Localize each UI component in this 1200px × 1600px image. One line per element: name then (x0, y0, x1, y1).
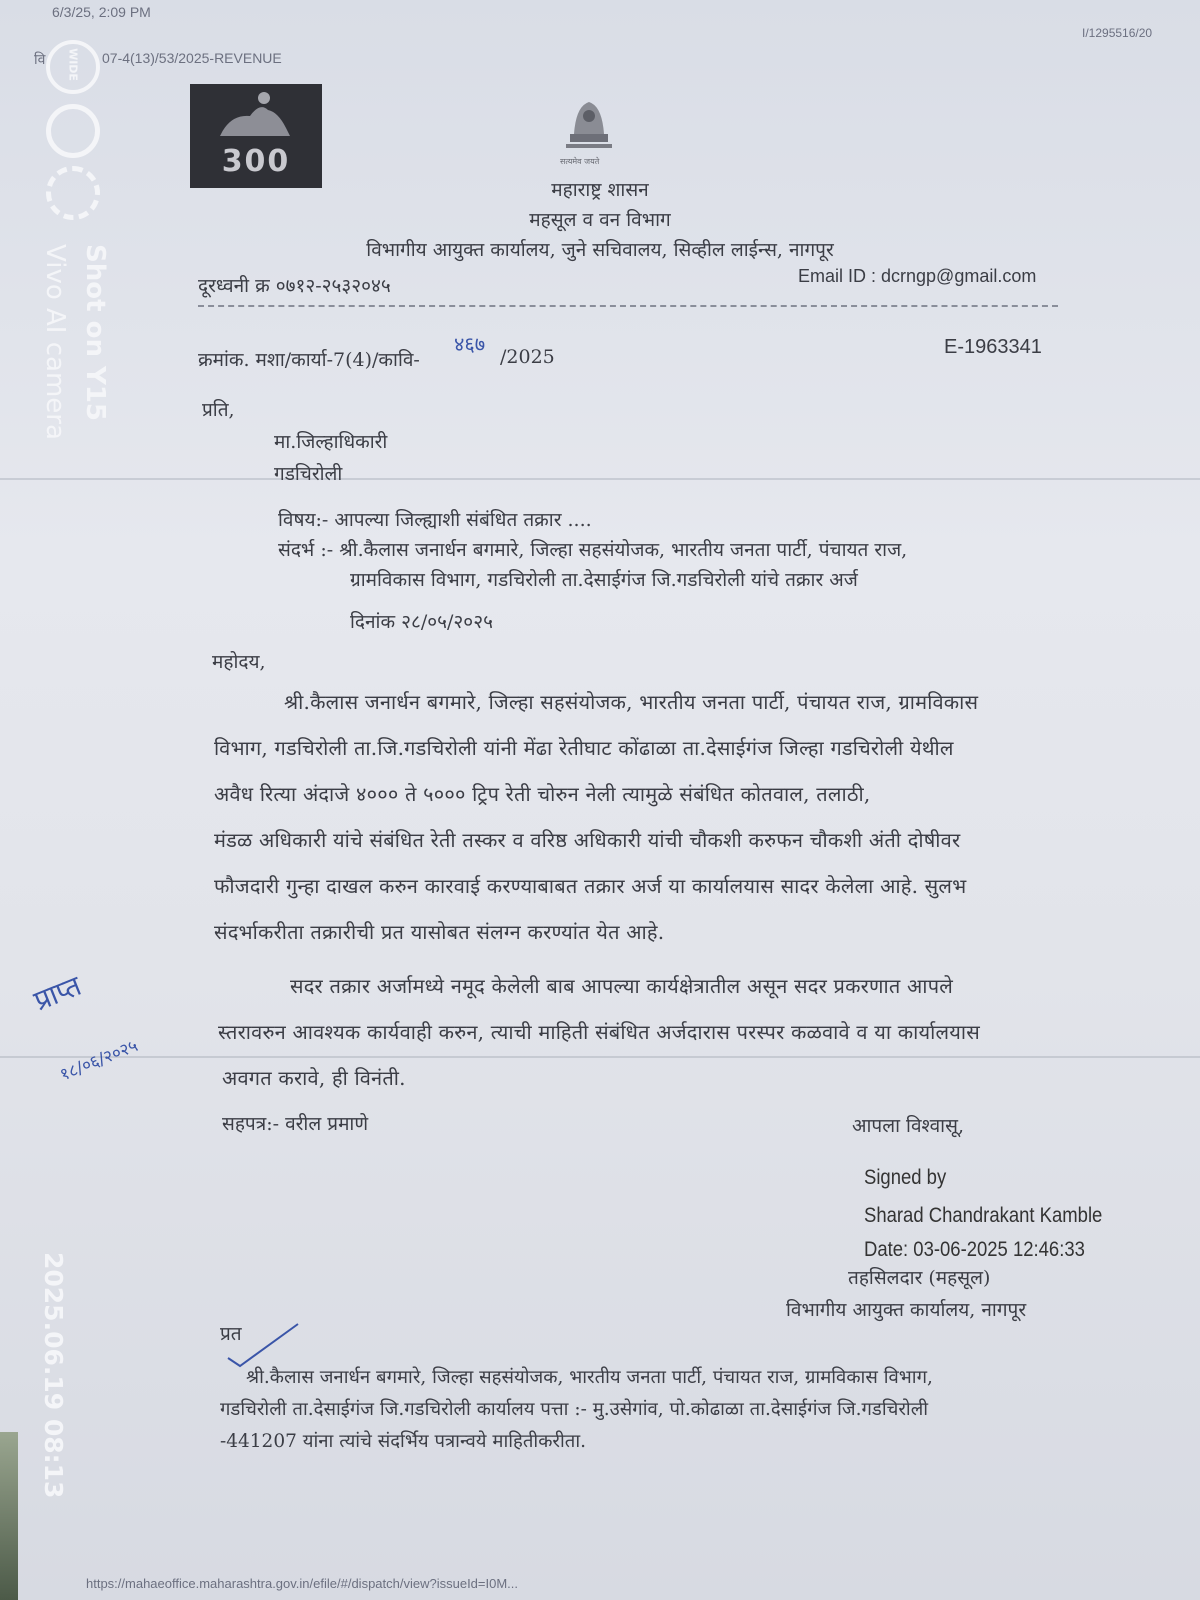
footer-url: https://mahaeoffice.maharashtra.gov.in/efile/#/dispatch/view?issueId=I0M... (86, 1576, 519, 1591)
paragraph-line: स्तरावरुन आवश्यक कार्यवाही करुन, त्याची माहिती संबंधित अर्जदारास परस्पर कळवावे व या कार्यालयास (218, 1020, 980, 1044)
reference-line: ग्रामविकास विभाग, गडचिरोली ता.देसाईगंज जि.गडचिरोली यांचे तक्रार अर्ज (350, 569, 858, 591)
copy-line: गडचिरोली ता.देसाईगंज जि.गडचिरोली कार्यालय पत्ता :- मु.उसेगांव, पो.कोढाळा ता.देसाईगंज जि.गडचिरोली (220, 1399, 929, 1420)
reference-number-suffix: /2025 (500, 346, 555, 368)
enclosure: सहपत्र:- वरील प्रमाणे (222, 1113, 369, 1135)
paper-fold (0, 1056, 1200, 1058)
paragraph-line: विभाग, गडचिरोली ता.जि.गडचिरोली यांनी मेंढा रेतीघाट कोंढाळा ता.देसाईगंज जिल्हा गडचिरोली येथील (214, 736, 954, 760)
reference-number-prefix: क्रमांक. मशा/कार्या-7(4)/कावि- (198, 349, 420, 371)
camera-name-text: Vivo AI camera (40, 244, 70, 440)
tick-mark-icon (226, 1320, 306, 1370)
reference-line: दिनांक २८/०५/२०२५ (350, 611, 493, 633)
camera-aperture-icon (46, 166, 100, 220)
paragraph-line: अवगत करावे, ही विनंती. (222, 1066, 406, 1090)
copy-label: प्रत (220, 1323, 242, 1345)
wide-mode-icon (46, 40, 100, 94)
govt-name: महाराष्ट्र शासन (551, 179, 649, 201)
received-stamp-word: प्राप्त (29, 968, 86, 1018)
doc-id: I/1295516/20 (1082, 26, 1153, 40)
logo-number: 300 (221, 144, 291, 179)
addressee-to: प्रति, (202, 399, 235, 421)
addressee-line2: गडचिरोली (274, 463, 343, 485)
e-number: E-1963341 (944, 336, 1042, 358)
background-edge (0, 1432, 18, 1600)
signature-signed-by: Signed by (864, 1166, 947, 1189)
addressee-line1: मा.जिल्हाधिकारी (274, 431, 388, 453)
salutation: महोदय, (212, 651, 266, 673)
anniversary-logo (190, 84, 322, 188)
wide-mode-label: WIDE (66, 48, 80, 81)
reference-line: संदर्भ :- श्री.कैलास जनार्धन बगमारे, जिल्हा सहसंयोजक, भारतीय जनता पार्टी, पंचायत राज, (278, 539, 908, 561)
paragraph-line: सदर तक्रार अर्जामध्ये नमूद केलेली बाब आपल्या कार्यक्षेत्रातील असून सदर प्रकरणात आपले (290, 974, 954, 998)
header-divider (198, 305, 1058, 307)
signature-office: विभागीय आयुक्त कार्यालय, नागपूर (786, 1299, 1027, 1321)
paragraph-line: संदर्भाकरीता तक्रारीची प्रत यासोबत संलग्न करण्यांत येत आहे. (214, 920, 665, 944)
email-id: Email ID : dcrngp@gmail.com (798, 266, 1037, 286)
file-ref: 07-4(13)/53/2025-REVENUE (102, 50, 282, 66)
department-name: महसूल व वन विभाग (529, 209, 671, 231)
print-time: 6/3/25, 2:09 PM (52, 4, 151, 20)
phone-number: दूरध्वनी क्र ०७१२-२५३२०४५ (198, 275, 391, 297)
camera-timestamp: 2025.06.19 08:13 (39, 1252, 68, 1499)
office-address: विभागीय आयुक्त कार्यालय, जुने सचिवालय, सिव्हील लाईन्स, नागपूर (366, 239, 834, 261)
copy-line: -441207 यांना त्यांचे संदर्भिय पत्रान्वये माहितीकरीता. (220, 1431, 586, 1452)
shot-on-text: Shot on Y15 (80, 244, 110, 422)
subject: विषय:- आपल्या जिल्ह्याशी संबंधित तक्रार .... (278, 509, 592, 531)
signature-date: Date: 03-06-2025 12:46:33 (864, 1238, 1085, 1261)
closing: आपला विश्वासू, (852, 1115, 964, 1137)
paragraph-line: श्री.कैलास जनार्धन बगमारे, जिल्हा सहसंयोजक, भारतीय जनता पार्टी, पंचायत राज, ग्रामविकास (284, 690, 979, 714)
reference-number-handwritten: ४६७ (454, 332, 486, 356)
signature-name: Sharad Chandrakant Kamble (864, 1204, 1103, 1227)
emblem-caption: सत्यमेव जयते (560, 157, 600, 166)
paragraph-line: मंडळ अधिकारी यांचे संबंधित रेती तस्कर व वरिष्ठ अधिकारी यांची चौकशी करुफन चौकशी अंती दोषीवर (214, 828, 961, 852)
copy-line: श्री.कैलास जनार्धन बगमारे, जिल्हा सहसंयोजक, भारतीय जनता पार्टी, पंचायत राज, ग्रामविकास विभाग, (246, 1367, 933, 1388)
paragraph-line: फौजदारी गुन्हा दाखल करुन कारवाई करण्याबाबत तक्रार अर्ज या कार्यालयास सादर केलेला आहे. सुलभ (214, 874, 967, 898)
signature-designation: तहसिलदार (महसूल) (848, 1267, 991, 1289)
horse-rider-icon (190, 84, 322, 144)
file-ref-prefix: वि (34, 51, 46, 67)
camera-lens-icon (46, 104, 100, 158)
paper-fold (0, 478, 1200, 480)
paragraph-line: अवैध रित्या अंदाजे ४००० ते ५००० ट्रिप रेती चोरुन नेली त्यामुळे संबंधित कोतवाल, तलाठी, (214, 782, 871, 806)
received-stamp-date: १८/०६/२०२५ (57, 1035, 141, 1086)
